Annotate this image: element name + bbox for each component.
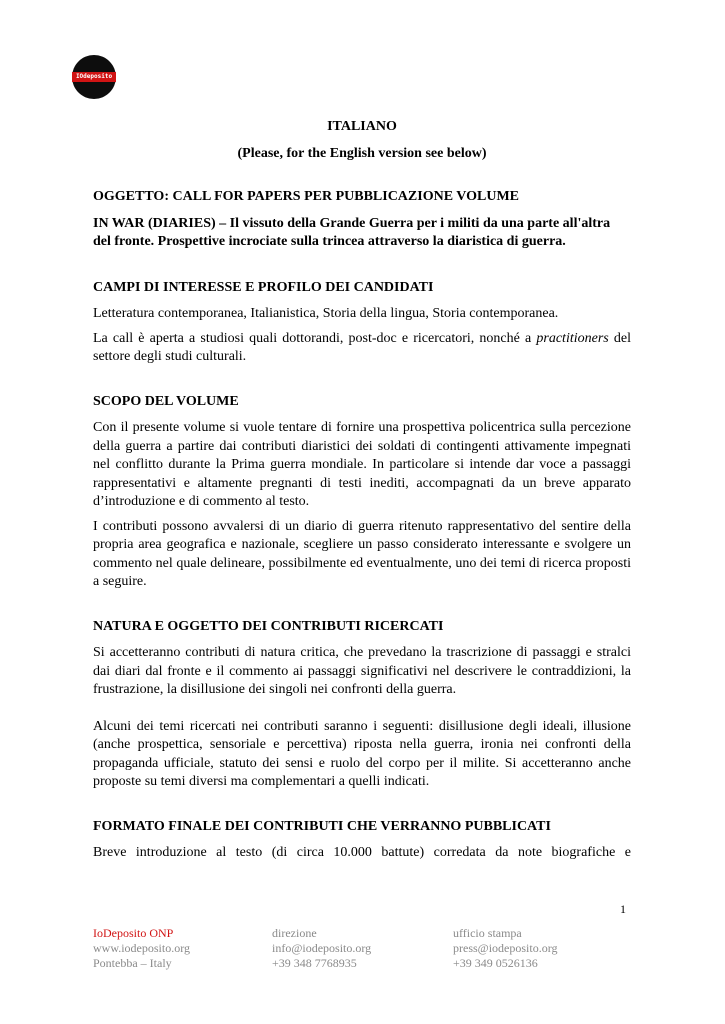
footer-press-email: press@iodeposito.org [453,941,558,955]
campi-paragraph-1: Letteratura contemporanea, Italianistica, Storia della lingua, Storia contemporanea. [93,306,559,321]
footer-location: Pontebba – Italy [93,956,172,970]
logo-text: IOdeposito [75,73,113,80]
natura-paragraph-1: Si accetteranno contributi di natura critica, che prevedano la trascrizione di passaggi e stralci dai diari dal fronte e il commento ai passaggi significativi nel descrivere le contraddizioni, la frustrazione, la disillusione dei singoli nei confronti della guerra. [93,645,631,697]
scopo-paragraph-1: Con il presente volume si vuole tentare di fornire una prospettiva policentrica sulla percezione della guerra a partire dai contributi diaristici dei soldati di contingenti attivamente impegnati nel conflitto durante la Prima guerra mondiale. In particolare si intende dar voce a passaggi rappresentativi e altamente pregnanti di testi inediti, accompagnati da un breve apparato d’introduzione e di commento al testo. [93,420,631,509]
formato-heading: FORMATO FINALE DEI CONTRIBUTI CHE VERRANNO PUBBLICATI [93,818,551,834]
natura-heading: NATURA E OGGETTO DEI CONTRIBUTI RICERCATI [93,618,444,634]
campi-p2-start: La call è aperta a studiosi quali dottorandi, post-doc e ricercatori, nonché a [93,330,537,346]
document-body [93,118,631,863]
footer-website: www.iodeposito.org [93,941,190,955]
footer-press-label: ufficio stampa [453,926,522,940]
scopo-heading: SCOPO DEL VOLUME [93,393,239,409]
footer-col-direzione [272,926,371,971]
document-title: ITALIANO [327,119,397,134]
footer-direzione-phone: +39 348 7768935 [272,956,357,970]
document-subtitle: (Please, for the English version see below) [237,145,487,161]
iodeposito-logo [72,55,116,99]
campi-p2-end: del settore degli studi culturali. [93,330,631,364]
volume-title: IN WAR (DIARIES) – Il vissuto della Grande Guerra per i militi da una parte all'altra del fronte. Prospettive incrociate sulla trincea attraverso la diaristica di guerra. [93,215,611,249]
footer-col-organization [93,926,190,971]
oggetto-line: OGGETTO: CALL FOR PAPERS PER PUBBLICAZIONE VOLUME [93,189,520,204]
page-number: 1 [620,902,626,916]
campi-p2-em: practitioners [536,330,609,346]
footer-press-phone: +39 349 0526136 [453,956,538,970]
campi-heading: CAMPI DI INTERESSE E PROFILO DEI CANDIDATI [93,279,434,295]
footer-direzione-email: info@iodeposito.org [272,941,372,955]
footer-col-press [453,926,558,971]
formato-paragraph-1: Breve introduzione al testo (di circa 10.000 battute) corredata da note biografiche e [93,845,631,860]
campi-paragraph-2 [93,330,631,367]
footer-direzione-label: direzione [272,926,317,940]
natura-paragraph-2: Alcuni dei temi ricercati nei contributi saranno i seguenti: disillusione degli ideali, illusione (anche prospettica, sensoriale e percettiva) riposta nella guerra, ironia nei confronti della propaganda ufficiale, statuto dei sensi e ruolo del corpo per il milite. Si accetteranno anche proposte su temi diversi ma complementari a quelli indicati. [93,718,631,789]
scopo-paragraph-2: I contributi possono avvalersi di un diario di guerra ritenuto rappresentativo del sentire della propria area geografica e nazionale, scegliere un passo considerato interessante e svolgere un commento nel quale delineare, possibilmente ed eventualmente, uno dei temi di ricerca proposti a seguire. [93,518,631,589]
footer-org-name: IoDeposito ONP [93,926,174,940]
